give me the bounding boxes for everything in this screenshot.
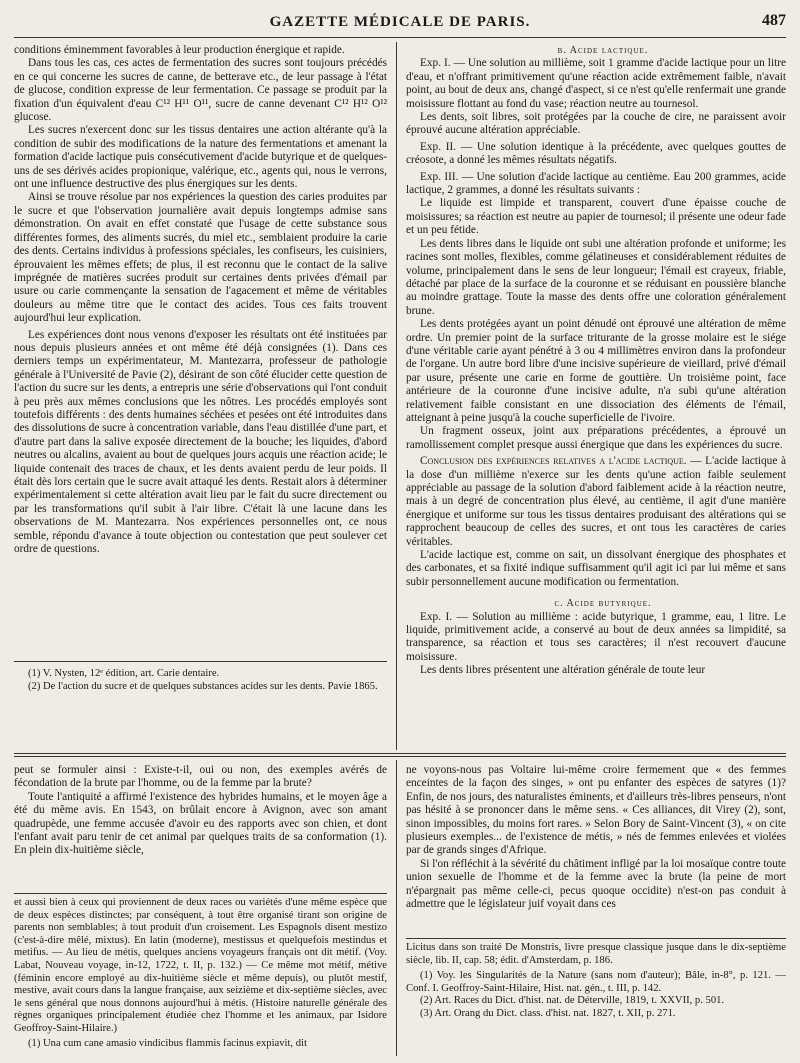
feuilleton-rule-bottom [14,756,786,757]
page-header-title: GAZETTE MÉDICALE DE PARIS. [269,14,531,30]
bottom-left-notes [14,897,387,1050]
paragraph: L'acide lactique est, comme on sait, un dissolvant énergique des phosphates et des carbonates, et sa fixité indique suffisamment qu'il agit ici par lui même et sans subir personnellement aucune modification ou fermentation. [406,549,786,588]
paragraph: Un fragment osseux, joint aux préparations précédentes, a éprouvé un ramollissement complet presque aussi énergique que dans les expériences du sucre. [406,425,786,451]
paragraph: Les dents, soit libres, soit protégées par la couche de cire, ne paraissent avoir éprouvé aucune altération appréciable. [406,111,786,137]
bottom-right-column [406,764,786,911]
header-rule [14,37,786,38]
section-heading-butyric: c. Acide butyrique. [554,598,652,610]
experiment-paragraph: Exp. I. — Une solution au millième, soit 1 gramme d'acide lactique pour un litre d'eau, et n'offrant primitivement qu'une réaction acide extrêmement faible, n'avait point, au bout de deux ans, changé d'aspect, si ce n'est qu'elle renfermait une grande moisissure flottant au fond du vase; réaction neutre au tournesol. [406,57,786,110]
footnote: (1) Voy. les Singularités de la Nature (sans nom d'auteur); Bâle, in-8°, p. 121. — Conf. I. Geoffroy-Saint-Hilaire, Hist. nat. gén., t. III, p. 142. [406,970,786,994]
paragraph: Ainsi se trouve résolue par nos expériences la question des caries produites par le sucre et que l'observation journalière avait depuis longtemps admise sans démonstration. On avait en effet constaté que l'usage de cette substance sous différentes formes, des aliments sucrés, du miel etc., semblaient produire la carie des dents. Certains individus à professions spéciales, les confiseurs, les cuisiniers, éprouvaient les mêmes effets; de plus, il est reconnu que le contact de la salive imprégnée de matières sucrées produit sur certaines dents privées d'émail par usure ou carie commençante la sensation de l'agacement et même de véritables douleurs au même titre que le contact des acides. Tous ces faits trouvent aujourd'hui leur explication. [14,191,387,325]
conclusion-heading: Conclusion des expériences relatives a l'acide lactique. [420,455,687,468]
bottom-left-column [14,764,387,858]
paragraph: et aussi bien à ceux qui proviennent de deux races ou variétés d'une même espèce que de deux espèces distinctes; par conséquent, à tout être organisé tirant son origine de parents non semblables; à tout produit d'un croisement. Les Espagnols disent mestizo (c'est-à-dire mêlé, mixtus). En latin (moderne), mestissus et quelquefois mestindus et metifus. — Au lieu de métis, quelques anciens voyageurs français ont dit métif. (Voy. Labat, Nouveau voyage, in-12, 1722, t. II, p. 132.) — Ce même mot métif, métive (féminin encore employé au dix-huitième siècle et même depuis), ou plutôt mestif, mestive, avait cours dans la langue française, aux seizième et dix-septième siècles, avec le sens général que nous donnons aujourd'hui à métis. (Histoire naturelle générale des règnes organiques principalement étudiée chez l'homme et les animaux, par Isidore Geoffroy-Saint-Hilaire.) [14,897,387,1034]
column-divider [396,42,397,750]
left-footnotes [14,668,387,693]
paragraph: Les dents libres dans le liquide ont subi une altération profonde et uniforme; les racines sont molles, flexibles, comme gélatineuses et considérablement réduites de volume, principalement dans le sens de leur longueur; l'émail est crayeux, friable, détaché par place de la surface de la couronne et se réduisant en poussière blanche au moindre grattage. Toute la masse des dents offre une coloration généralement brune. [406,237,786,317]
footnote: (1) Una cum cane amasio vindicibus flammis facinus expiavit, dit [28,1037,307,1049]
conclusion-text: — L'acide lactique à la dose d'un millième n'exerce sur les dents qu'une action faible seulement appréciable au passage de la solution d'abord faiblement acide à la réaction neutre, mais à un degré de concentration plus élevé, au centième, il agit d'une manière énergique et uniforme sur tous les tissus dentaires produisant des altérations qui se rapprochent beaucoup de celles des sucres, et ont tous les caractères de caries véritables. [406,455,786,548]
footnote-rule [14,661,387,662]
paragraph: Les expériences dont nous venons d'exposer les résultats ont été instituées par nous depuis plusieurs années et ont même été déjà consignées (1). Dans ces derniers temps un expérimentateur, M. Mantezarra, professeur de pathologie générale à l'Université de Pavie (2), désirant de son côté élucider cette question de l'action du sucre sur les dents, a entrepris une série d'observations qui l'ont conduit à peu près aux mêmes conclusions que les nôtres. Les procédés employés sont toutefois différents : des dents humaines séchées et pesées ont été introduites dans des dissolutions de sucre à concentration variable, dans l'eau distillée d'une part, et d'autre part dans la salive exposée directement de la bouche; les liquides, d'abord neutres ou alcalins, avaient au bout de quelques jours acquis une réaction acide; le liquide contenait des traces de chaux, et les dents avaient perdu de leur poids. Il était dès lors certain que le sucre avait attaqué les dents. Restait alors à déterminer expérimentalement si cette altération avait lieu par le fait du sucre directement ou par les transformations qu'il subit à l'air libre. C'était là une lacune dans les observations de M. Mantezarra. Nos expériences personnelles ont, ce nous semble, répondu d'avance à toute objection ou contestation que peut soulever cet ordre de questions. [14,328,387,556]
footnote: (3) Art. Orang du Dict. class. d'hist. nat. 1827, t. XII, p. 271. [420,1007,676,1019]
note-rule [14,893,387,894]
footnote: (1) V. Nysten, 12ᵉ édition, art. Carie dentaire. [28,668,220,679]
bottom-column-divider [396,760,397,1056]
paragraph: Licitus dans son traité De Monstris, livre presque classique jusque dans le dix-septième siècle, lib. II, cap. 58; édit. d'Amsterdam, p. 186. [406,942,786,966]
paragraph: ne voyons-nous pas Voltaire lui-même croire fermement que « des femmes enceintes de la façon des singes, » ont pu enfanter des espèces de satyres (1)? Enfin, de nos jours, des naturalistes éminents, et d'ailleurs très-libres penseurs, n'ont pas hésité à se prononcer dans le même sens. « Ces alliances, dit Virey (2), sont, sinon impossibles, du moins fort rares. » Selon Bory de Saint-Vincent (3), « on cite plusieurs exemples... de l'existence de métis, » nés de femmes enlevées et violées par de grands singes d'Afrique. [406,764,786,857]
paragraph: Toute l'antiquité a affirmé l'existence des hybrides humains, et le moyen âge a été du même avis. En 1543, on brûlait encore à Avignon, avec son amant quadrupède, une femme accusée d'avoir eu des rapports avec son chien, et dont l'enfant avait paru tenir de cet animal par quelques traits de sa conformation (1). En plein dix-huitième siècle, [14,790,387,857]
page-number: 487 [762,12,786,29]
paragraph: Si l'on réfléchit à la sévérité du châtiment infligé par la loi mosaïque contre toute union sexuelle de l'homme et de la femme avec la brute (la peine de mort n'épargnait pas même celle-ci, pecus quoque occidite) n'est-on pas conduit à admettre que le législateur juif voyait dans ces [406,857,786,911]
left-column [14,44,387,556]
paragraph: Les dents protégées ayant un point dénudé ont éprouvé une altération de même ordre. Un premier point de la surface triturante de la grosse molaire est le siége d'une véritable carie ayant pénétré à 3 ou 4 millimètres environ dans la profondeur de l'organe. Un autre bord libre d'une incisive supérieure de vieillard, privé d'émail par usure, présente une carie en forme de gouttière. Un troisième point, face antérieure de la couronne d'une incisive adulte, n'a subi qu'une altération relativement faible consistant en une dissociation des éléments de l'émail, atteignant à peine jusqu'à la couche superficielle de l'ivoire. [406,318,786,424]
experiment-paragraph: Exp. I. — Solution au millième : acide butyrique, 1 gramme, eau, 1 litre. Le liquide, primitivement acide, a conservé au bout de deux années sa limpidité, sa transparence, sa réaction et tous ses caractères; il n'est recouvert d'aucune moisissure. [406,610,786,663]
paragraph: Dans tous les cas, ces actes de fermentation des sucres sont toujours précédés en ce qui concerne les sucres de canne, de betterave etc., de leur passage à l'état de glucose, condition expresse de leur fermentation. Ce passage se produit par la fixation d'un équivalent d'eau C¹² H¹¹ O¹¹, sucre de canne devenant C¹² H¹² O¹² glucose. [14,57,387,124]
paragraph: Les sucres n'exercent donc sur les tissus dentaires une action altérante qu'à la condition de subir des modifications de la nature des fermentations et amenant la formation d'acide lactique puis consécutivement d'acide butyrique et de quelques-uns de ses dérivés acides propionique, valérique, etc., agents qui, nous le verrons, ont une influence destructive des plus énergiques sur les dents. [14,124,387,191]
paragraph: conditions éminemment favorables à leur production énergique et rapide. [14,44,345,56]
right-column [406,44,786,678]
section-heading-lactic: b. Acide lactique. [557,45,649,56]
note-rule-right [406,938,786,939]
paragraph: Les dents libres présentent une altération générale de toute leur [420,664,706,677]
footnote: (2) Art. Races du Dict. d'hist. nat. de Déterville, 1819, t. XXVII, p. 501. [420,995,725,1007]
footnote: (2) De l'action du sucre et de quelques substances acides sur les dents. Pavie 1865. [28,680,378,692]
paragraph: Le liquide est limpide et transparent, couvert d'une épaisse couche de moisissures; sa réaction est neutre au papier de tournesol; il présente une odeur fade et un peu fétide. [406,197,786,237]
experiment-paragraph: Exp. II. — Une solution identique à la précédente, avec quelques gouttes de créosote, a donné les mêmes résultats négatifs. [406,140,786,167]
paragraph: peut se formuler ainsi : Existe-t-il, oui ou non, des exemples avérés de fécondation de la brute par l'homme, ou de la femme par la brute? [14,764,387,790]
feuilleton-rule-top [14,753,786,754]
bottom-right-notes [406,942,786,1021]
experiment-paragraph: Exp. III. — Une solution d'acide lactique au centième. Eau 200 grammes, acide lactique, 2 grammes, a donné les résultats suivants : [406,170,786,197]
